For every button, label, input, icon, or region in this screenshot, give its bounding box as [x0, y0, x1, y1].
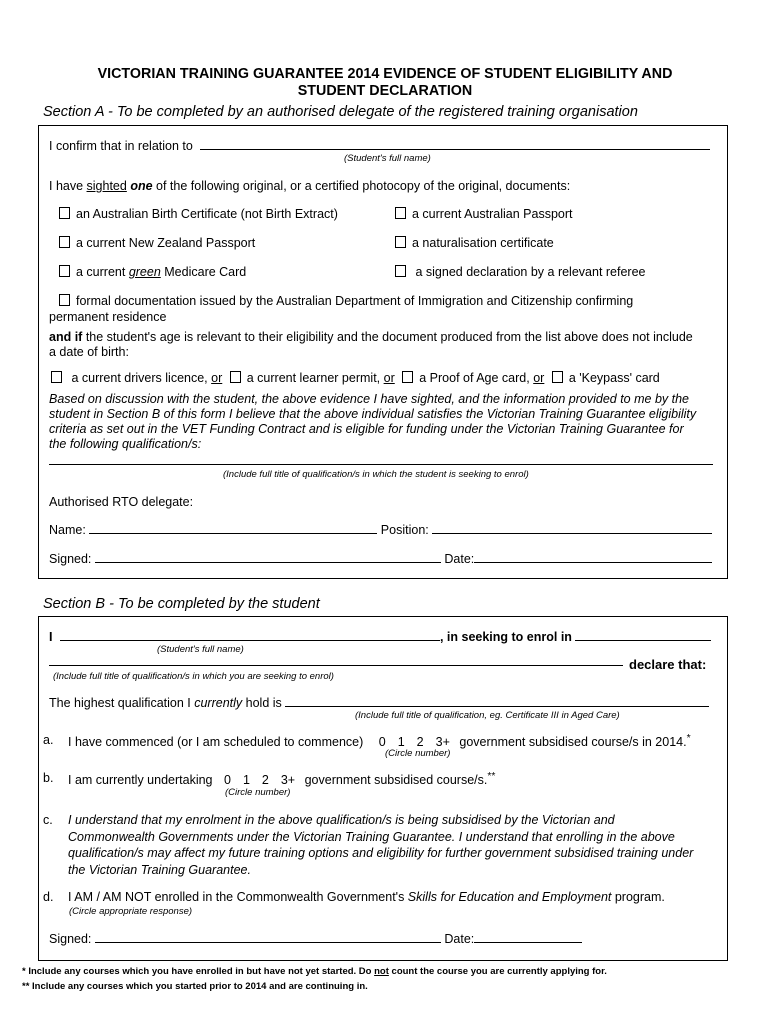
title-line-1: VICTORIAN TRAINING GUARANTEE 2014 EVIDENCE OF STUDENT ELIGIBILITY AND: [97, 66, 673, 82]
highest-qualification-row: The highest qualification I currently hold is: [49, 696, 709, 710]
student-date-field[interactable]: [474, 932, 582, 943]
checkbox[interactable]: [395, 265, 406, 277]
footnote-1: * Include any courses which you have enrolled in but have not yet started. Do not count the course you are currently applying for.: [22, 966, 607, 977]
option-2[interactable]: 2: [261, 773, 269, 788]
section-a-box: [38, 125, 728, 579]
date-label-b: Date:: [444, 932, 475, 946]
doc-immigration-line-2: permanent residence: [49, 310, 167, 324]
name-label: Name:: [49, 523, 86, 537]
discussion-paragraph: Based on discussion with the student, the above evidence I have sighted, and the information provided to me by the student in Section B of this form I believe that the above individual satisfies the Victorian Training Guarantee eligibility criteria as set out in the VET Funding Contract and is eligible for funding under the Victorian Training Guarantee for the following qualification/s:: [49, 392, 697, 451]
delegate-signed-row: [49, 552, 712, 566]
doc-medicare-card[interactable]: a current green Medicare Card: [59, 265, 246, 279]
student-name-caption: (Student's full name): [344, 153, 431, 164]
item-a-letter: a.: [43, 733, 54, 747]
doc-australian-passport[interactable]: a current Australian Passport: [395, 207, 573, 221]
checkbox[interactable]: [395, 236, 406, 248]
circle-caption-b: (Circle number): [225, 787, 291, 798]
seeking-label: , in seeking to enrol in: [439, 630, 572, 644]
doc-immigration[interactable]: formal documentation issued by the Australian Department of Immigration and Citizenship confirming: [59, 294, 633, 308]
item-b-text: I am currently undertaking 0 1 2 3+ government subsidised course/s.**: [68, 771, 496, 788]
sighted-text: I have sighted one of the following original, or a certified photocopy of the original, documents:: [49, 179, 571, 193]
item-d-letter: d.: [43, 890, 54, 904]
checkbox[interactable]: [51, 371, 62, 383]
age-doc-keypass[interactable]: a 'Keypass' card: [552, 371, 660, 385]
title-line-2: STUDENT DECLARATION: [297, 83, 473, 99]
item-b-letter: b.: [43, 771, 54, 785]
highest-qualification-caption: (Include full title of qualification, eg. Certificate III in Aged Care): [355, 710, 620, 721]
option-3plus[interactable]: 3+: [435, 735, 450, 750]
item-c-text: I understand that my enrolment in the above qualification/s is being subsidised by the Victorian and Commonwealth Governments under the Victorian Training Guarantee. I understand that enrolling in the above qualification/s may affect my future training options and eligibility for further government subsidised training under the Victorian Training Guarantee.: [68, 813, 694, 877]
confirm-row: [49, 139, 710, 153]
section-a-heading: Section A - To be completed by an authorised delegate of the registered training organisation: [43, 104, 638, 120]
checkbox[interactable]: [230, 371, 241, 383]
delegate-name-row: [49, 523, 712, 537]
option-1[interactable]: 1: [242, 773, 250, 788]
student-name-field[interactable]: [200, 139, 710, 150]
doc-referee-declaration[interactable]: a signed declaration by a relevant referee: [395, 265, 646, 279]
date-label: Date:: [444, 552, 475, 566]
checkbox[interactable]: [552, 371, 563, 383]
checkbox[interactable]: [402, 371, 413, 383]
age-doc-proof-of-age[interactable]: a Proof of Age card, or: [402, 371, 544, 385]
footnote-2: ** Include any courses which you started prior to 2014 and are continuing in.: [22, 981, 368, 992]
item-c-letter: c.: [43, 813, 53, 827]
signed-label: Signed:: [49, 552, 92, 566]
circle-response-caption: (Circle appropriate response): [69, 906, 193, 917]
student-name-caption-b: (Student's full name): [157, 644, 244, 655]
delegate-label: Authorised RTO delegate:: [49, 495, 194, 509]
qualification-field[interactable]: [49, 456, 713, 465]
section-b-box: [38, 616, 728, 961]
confirm-label: I confirm that in relation to: [49, 139, 193, 153]
option-1[interactable]: 1: [397, 735, 405, 750]
item-d-text[interactable]: I AM / AM NOT enrolled in the Commonwealth Government's Skills for Education and Employment program.: [68, 890, 665, 904]
circle-caption-a: (Circle number): [385, 748, 451, 759]
checkbox[interactable]: [59, 236, 70, 248]
option-0[interactable]: 0: [224, 773, 231, 788]
position-label: Position:: [380, 523, 429, 537]
section-b-heading: Section B - To be completed by the student: [43, 596, 320, 612]
signed-label-b: Signed:: [49, 932, 92, 946]
item-a-text: I have commenced (or I am scheduled to commence) 0 1 2 3+ government subsidised course/s in 2014.*: [68, 733, 691, 750]
option-0[interactable]: 0: [378, 735, 386, 750]
declare-label: declare that:: [629, 657, 707, 672]
student-signature-field[interactable]: [95, 932, 441, 943]
qualification-caption-b: (Include full title of qualification/s in which you are seeking to enrol): [53, 671, 334, 682]
doc-nz-passport[interactable]: a current New Zealand Passport: [59, 236, 255, 250]
signature-field[interactable]: [95, 552, 441, 563]
age-doc-drivers[interactable]: a current drivers licence, or: [51, 371, 222, 385]
age-relevance-text: and if the student's age is relevant to their eligibility and the document produced from the list above does not include: [49, 330, 693, 344]
checkbox[interactable]: [59, 265, 70, 277]
qualification-caption: (Include full title of qualification/s in which the student is seeking to enrol): [223, 469, 529, 480]
doc-birth-certificate[interactable]: an Australian Birth Certificate (not Birth Extract): [59, 207, 338, 221]
undertaking-number-options[interactable]: [218, 773, 305, 787]
age-relevance-text-2: a date of birth:: [49, 345, 129, 359]
option-2[interactable]: 2: [416, 735, 424, 750]
student-name-field-b[interactable]: [60, 630, 440, 641]
position-field[interactable]: [432, 523, 712, 534]
checkbox[interactable]: [395, 207, 406, 219]
student-signed-row: [49, 932, 582, 946]
checkbox[interactable]: [59, 294, 70, 306]
doc-naturalisation[interactable]: a naturalisation certificate: [395, 236, 554, 250]
form-title: [40, 66, 730, 100]
date-field[interactable]: [474, 552, 712, 563]
enrol-course-field[interactable]: [575, 630, 711, 641]
student-enrol-row: [49, 630, 711, 644]
name-field[interactable]: [89, 523, 377, 534]
age-docs-row: [51, 371, 660, 385]
age-doc-learner[interactable]: a current learner permit, or: [230, 371, 395, 385]
option-3plus[interactable]: 3+: [280, 773, 296, 788]
qualification-field-b[interactable]: [49, 655, 623, 666]
i-label: I: [49, 630, 53, 644]
highest-qualification-field[interactable]: [285, 696, 709, 707]
checkbox[interactable]: [59, 207, 70, 219]
